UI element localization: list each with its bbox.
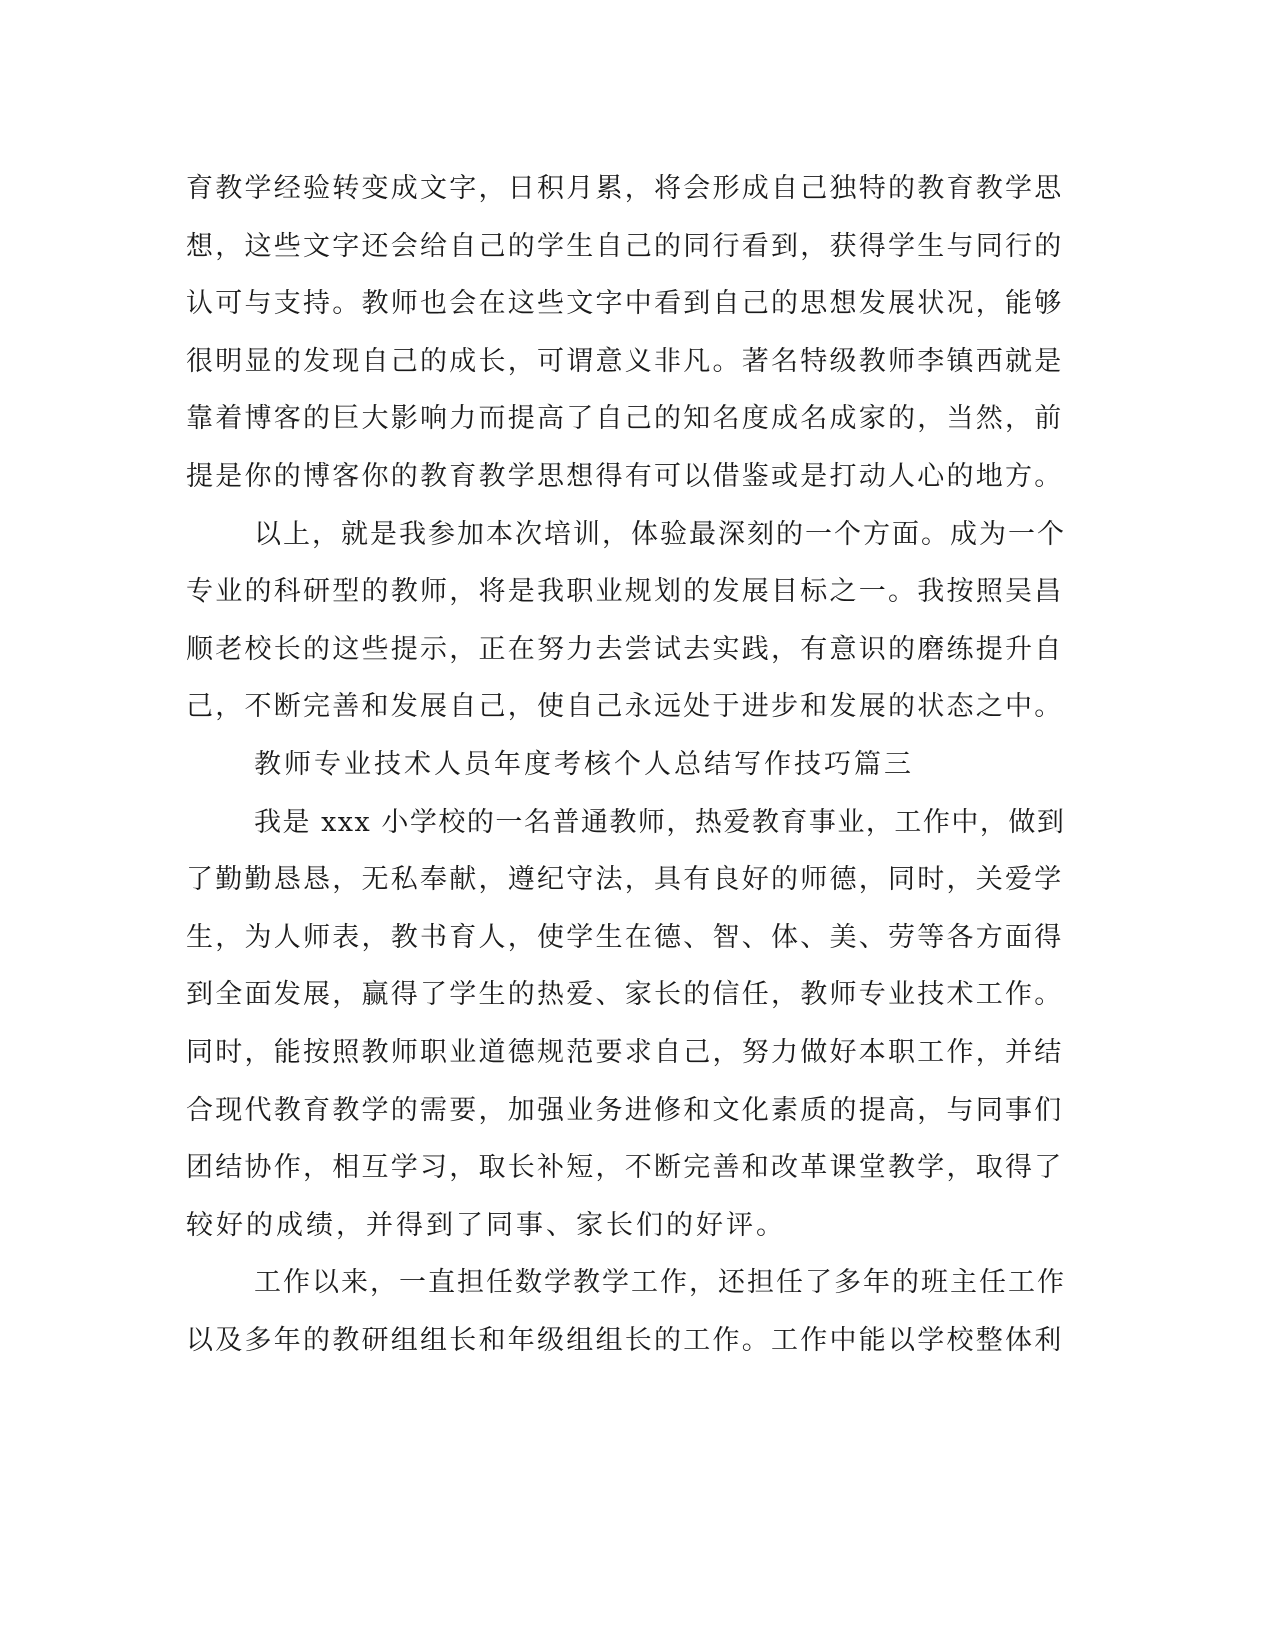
text-line: 想，这些文字还会给自己的学生自己的同行看到，获得学生与同行的 bbox=[186, 230, 1064, 262]
document-body bbox=[186, 160, 1066, 1369]
text-line: 顺老校长的这些提示，正在努力去尝试去实践，有意识的磨练提升自 bbox=[186, 633, 1064, 665]
text-line: 认可与支持。教师也会在这些文字中看到自己的思想发展状况，能够 bbox=[186, 288, 1064, 320]
text-line: 很明显的发现自己的成长，可谓意义非凡。著名特级教师李镇西就是 bbox=[186, 345, 1064, 377]
text-line: 了勤勤恳恳，无私奉献，遵纪守法，具有良好的师德，同时，关爱学 bbox=[186, 864, 1064, 896]
text-line: 育教学经验转变成文字，日积月累，将会形成自己独特的教育教学思 bbox=[186, 173, 1064, 204]
paragraph-start-line: 工作以来，一直担任数学教学工作，还担任了多年的班主任工作 bbox=[254, 1267, 1066, 1299]
paragraph-start-line: 以上，就是我参加本次培训，体验最深刻的一个方面。成为一个 bbox=[254, 518, 1066, 550]
text-line: 靠着博客的巨大影响力而提高了自己的知名度成名成家的，当然，前 bbox=[186, 403, 1064, 435]
text-line: 同时，能按照教师职业道德规范要求自己，努力做好本职工作，并结 bbox=[186, 1036, 1064, 1068]
paragraph-start-line: 我是 xxx 小学校的一名普通教师，热爱教育事业，工作中，做到 bbox=[254, 806, 1066, 838]
text-line: 生，为人师表，教书育人，使学生在德、智、体、美、劳等各方面得 bbox=[186, 921, 1064, 953]
text-line: 团结协作，相互学习，取长补短，不断完善和改革课堂教学，取得了 bbox=[186, 1152, 1064, 1184]
text-line: 专业的科研型的教师，将是我职业规划的发展目标之一。我按照吴昌 bbox=[186, 576, 1064, 608]
section-heading: 教师专业技术人员年度考核个人总结写作技巧篇三 bbox=[254, 748, 914, 780]
text-line: 较好的成绩，并得到了同事、家长们的好评。 bbox=[186, 1209, 786, 1241]
text-line: 己，不断完善和发展自己，使自己永远处于进步和发展的状态之中。 bbox=[186, 691, 1064, 723]
text-line: 提是你的博客你的教育教学思想得有可以借鉴或是打动人心的地方。 bbox=[186, 460, 1064, 492]
text-line: 以及多年的教研组组长和年级组组长的工作。工作中能以学校整体利 bbox=[186, 1324, 1064, 1356]
text-line: 合现代教育教学的需要，加强业务进修和文化素质的提高，与同事们 bbox=[186, 1094, 1064, 1126]
text-line: 到全面发展，赢得了学生的热爱、家长的信任，教师专业技术工作。 bbox=[186, 979, 1064, 1011]
